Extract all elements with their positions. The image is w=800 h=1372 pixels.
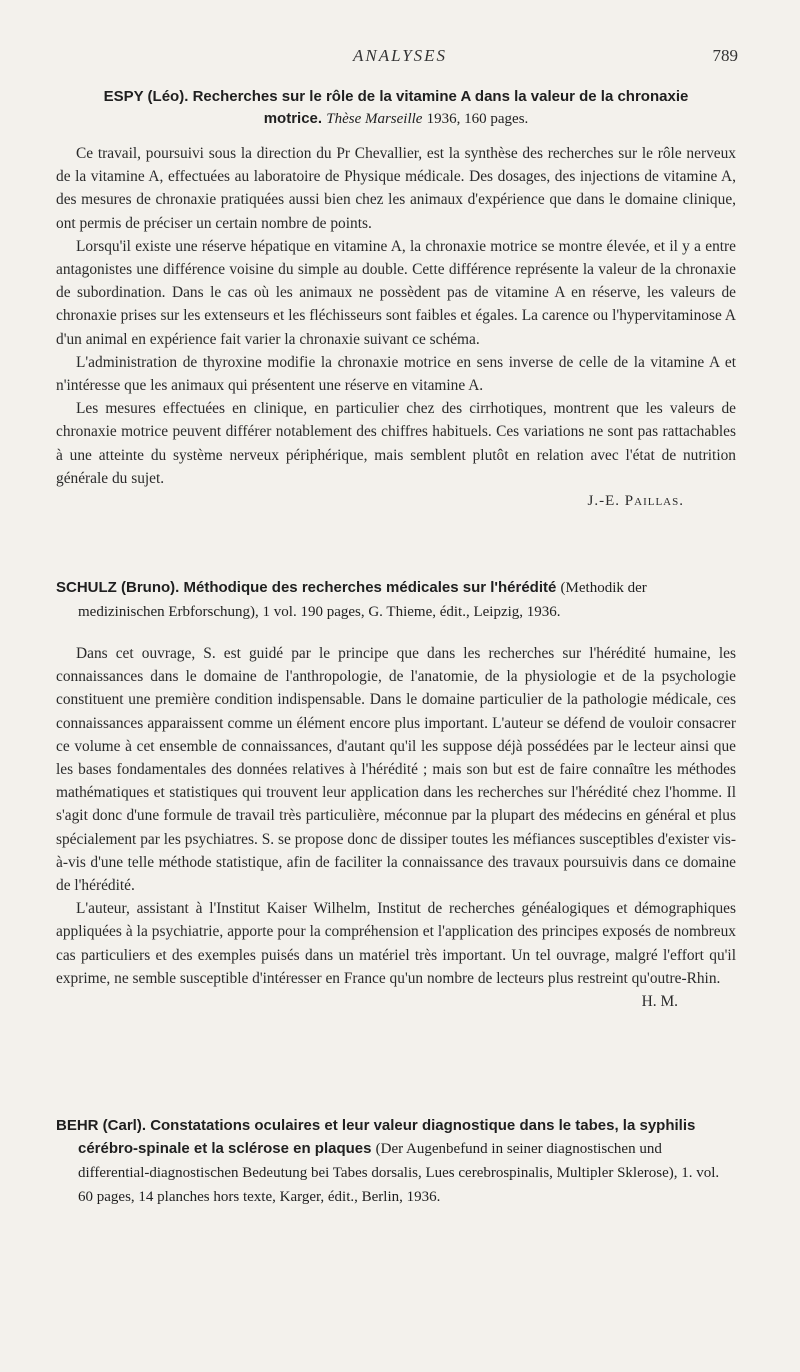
running-head bbox=[0, 46, 800, 70]
review-title: Recherches sur le rôle de la vitamine A dans la valeur de la chronaxie motrice. bbox=[192, 88, 689, 127]
review-title: Méthodique des recherches médicales sur l'hérédité bbox=[183, 579, 557, 596]
review-details: 1936, 160 pages. bbox=[426, 111, 529, 127]
review-thesis: Thèse Marseille bbox=[326, 111, 423, 127]
review-title: Constatations oculaires et leur valeur diagnostique dans le tabes, la syphilis cérébro-spinale et la sclérose en plaques bbox=[78, 1117, 696, 1157]
review-paragraph: Lorsqu'il existe une réserve hépatique en vitamine A, la chronaxie motrice se montre élevée, et il y a entre antagonistes une différence voisine du simple au double. Cette différence représente la valeur de la chronaxie de subordination. Dans le cas où les animaux ne possèdent pas de vitamine A en réserve, les valeurs de chronaxie prises sur les extenseurs et les fléchisseurs sont faibles et égales. La carence ou l'hypervitaminose A d'un animal en expérience fait varier la chronaxie suivant ce schéma. bbox=[56, 237, 736, 348]
review-heading bbox=[56, 86, 736, 130]
review-paragraph bbox=[56, 897, 736, 1011]
review-details: (Der Augenbefund in seiner diagnostischen und differential-diagnostischen Bedeutung bei Tabes dorsalis, Lues cerebrospinalis, Multipler Sklerose), 1. vol. 60 pages, 14 planches hors texte, Karger, édit., Berlin, 1936. bbox=[78, 1141, 720, 1205]
review-details: (Methodik der medizinischen Erbforschung), 1 vol. 190 pages, G. Thieme, édit., Leipzig, 1936. bbox=[78, 580, 647, 620]
review-paragraph: Les mesures effectuées en clinique, en particulier chez des cirrhotiques, montrent que les valeurs de chronaxie motrice peuvent différer notablement des chiffres habituels. Ces variations ne sont pas rattachables à une atteinte du système nerveux périphérique, mais semblent plutôt en relation avec l'état de nutrition générale du sujet. bbox=[56, 400, 736, 487]
review-author: SCHULZ (Bruno). bbox=[56, 579, 180, 596]
review-schulz bbox=[56, 576, 736, 1013]
review-paragraph-text: L'auteur, assistant à l'Institut Kaiser Wilhelm, Institut de recherches généalogiques et démographiques appliquées à la psychiatrie, apporte pour la compréhension et l'application des principes exposés de nombreux cas particuliers et des exemples puisés dans un matériel très important. Un tel ouvrage, malgré l'effort qu'il exprime, ne semble susceptible d'intéresser en France qu'un nombre de lecteurs plus restreint qu'outre-Rhin. bbox=[56, 900, 736, 987]
review-paragraph: Ce travail, poursuivi sous la direction du Pr Chevallier, est la synthèse des recherches sur le rôle nerveux de la vitamine A, effectuées au laboratoire de Physique médicale. Des dosages, des injections de vitamine A, des mesures de chronaxie pratiquées aussi bien chez les animaux d'expérience que dans le domaine clinique, ont permis de préciser un certain nombre de points. bbox=[56, 145, 736, 232]
page-number: 789 bbox=[712, 46, 738, 65]
review-paragraph: Dans cet ouvrage, S. est guidé par le principe que dans les recherches sur l'hérédité humaine, les connaissances dans le domaine de l'anthropologie, de l'anatomie, de la physiologie et de la psychologie constituent une première condition indispensable. Dans le domaine particulier de la pathologie médicale, ces connaissances apparaissent comme un élément encore plus important. L'auteur se défend de vouloir consacrer ce volume à cet ensemble de connaissances, d'autant qu'il les suppose déjà possédées par le lecteur ainsi que les bases fondamentales des données relatives à l'hérédité ; mais son but est de faire connaître les méthodes mathématiques et statistiques qui trouvent leur application dans les recherches sur l'hérédité chez l'homme. Il s'agit donc d'une formule de travail très particulière, méconnue par la plupart des médecins en général et plus spécialement par les psychiatres. S. se propose donc de dissiper toutes les méfiances susceptibles d'exister vis-à-vis d'une telle méthode statistique, afin de faciliter la connaissance des travaux poursuivis dans ce domaine de l'hérédité. bbox=[56, 645, 736, 895]
review-paragraph: L'administration de thyroxine modifie la chronaxie motrice en sens inverse de celle de la vitamine A et n'intéresse que les animaux qui présentent une réserve en vitamine A. bbox=[56, 353, 736, 395]
running-head-title: ANALYSES bbox=[352, 46, 448, 65]
review-espy bbox=[56, 86, 736, 513]
review-heading bbox=[56, 576, 736, 624]
review-author: ESPY (Léo). bbox=[103, 88, 189, 105]
review-author: BEHR (Carl). bbox=[56, 1117, 147, 1134]
signature-text: J.-E. Paillas. bbox=[587, 493, 684, 510]
review-heading bbox=[56, 1114, 736, 1209]
review-behr bbox=[56, 1114, 736, 1209]
review-signature bbox=[56, 490, 736, 513]
review-signature: H. M. bbox=[641, 993, 678, 1011]
